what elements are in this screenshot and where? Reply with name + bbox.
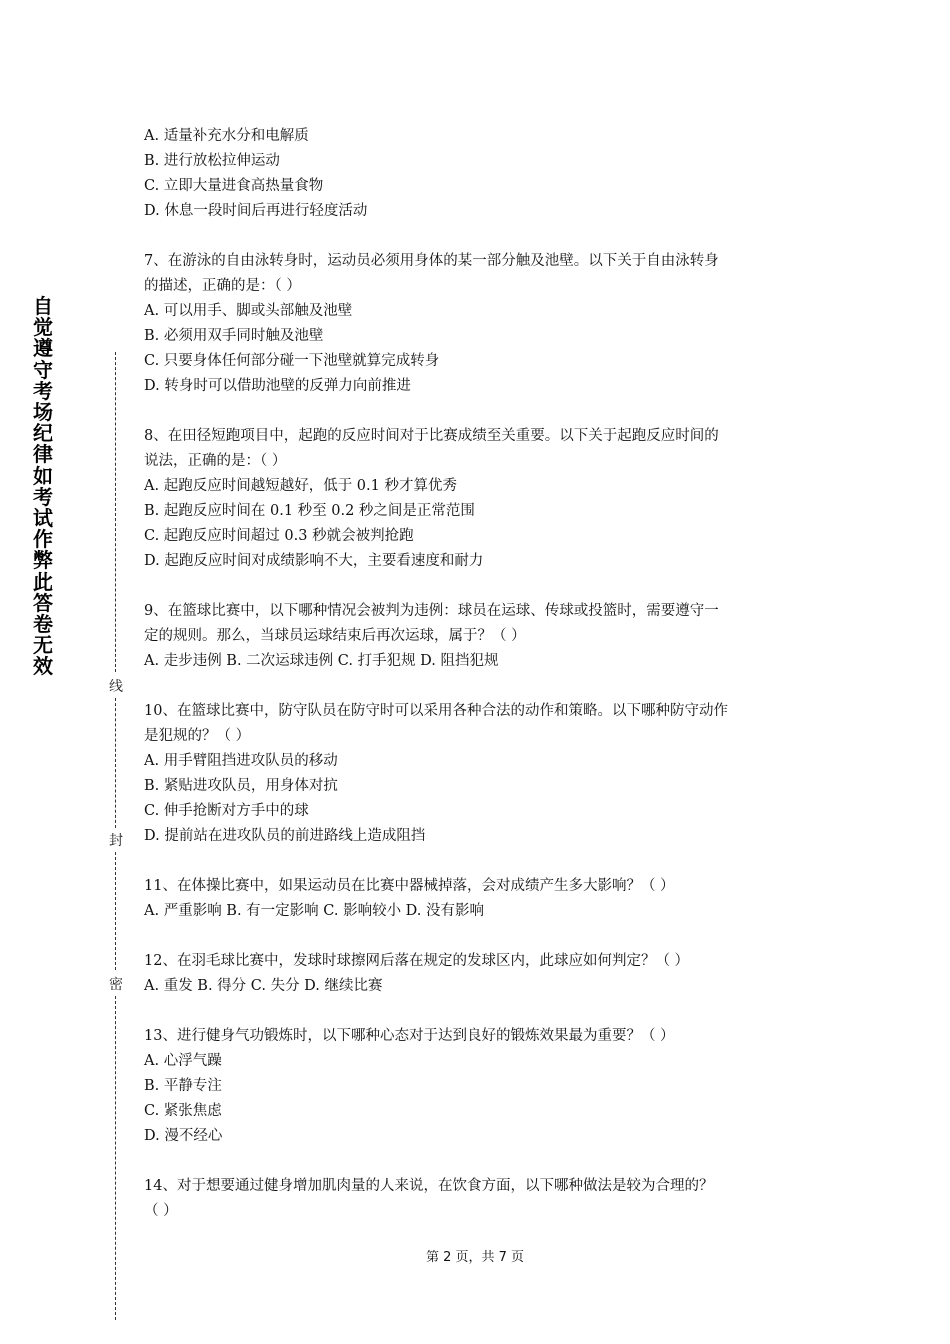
options-inline: A. 重发 B. 得分 C. 失分 D. 继续比赛 xyxy=(144,978,383,994)
option-d: D. 漫不经心 xyxy=(144,1128,223,1144)
option-a: A. 心浮气躁 xyxy=(144,1053,222,1069)
option-b: B. 起跑反应时间在 0.1 秒至 0.2 秒之间是正常范围 xyxy=(144,503,475,519)
page-number: 第 2 页，共 7 页 xyxy=(425,1250,525,1265)
question-11 xyxy=(144,874,814,924)
option-d: D. 转身时可以借助池壁的反弹力向前推进 xyxy=(144,378,411,394)
question-7 xyxy=(144,249,814,399)
option-c: C. 紧张焦虑 xyxy=(144,1103,222,1119)
binding-label-mi: 密 xyxy=(106,974,126,994)
option-d: D. 休息一段时间后再进行轻度活动 xyxy=(144,203,368,219)
question-stem: 10、在篮球比赛中，防守队员在防守时可以采用各种合法的动作和策略。以下哪种防守动作 xyxy=(144,703,728,719)
binding-dash-segment xyxy=(115,996,116,1320)
question-stem: 11、在体操比赛中，如果运动员在比赛中器械掉落，会对成绩产生多大影响？（ ） xyxy=(144,878,675,894)
option-a: A. 起跑反应时间越短越好，低于 0.1 秒才算优秀 xyxy=(144,478,457,494)
question-10 xyxy=(144,699,814,849)
question-stem: 的描述，正确的是：（ ） xyxy=(144,278,301,294)
question-stem: 14、对于想要通过健身增加肌肉量的人来说，在饮食方面，以下哪种做法是较为合理的？ xyxy=(144,1178,714,1194)
question-stem: （ ） xyxy=(144,1203,178,1219)
question-6-options xyxy=(144,124,814,224)
option-b: B. 紧贴进攻队员，用身体对抗 xyxy=(144,778,338,794)
option-c: C. 立即大量进食高热量食物 xyxy=(144,178,324,194)
question-stem: 13、进行健身气功锻炼时，以下哪种心态对于达到良好的锻炼效果最为重要？（ ） xyxy=(144,1028,675,1044)
option-b: B. 平静专注 xyxy=(144,1078,222,1094)
options-inline: A. 严重影响 B. 有一定影响 C. 影响较小 D. 没有影响 xyxy=(144,903,485,919)
question-12 xyxy=(144,949,814,999)
option-b: B. 必须用双手同时触及池壁 xyxy=(144,328,324,344)
question-stem: 定的规则。那么，当球员运球结束后再次运球，属于？（ ） xyxy=(144,628,526,644)
question-8 xyxy=(144,424,814,574)
exam-discipline-notice: 自觉遵守考场纪律如考试作弊此答卷无效 xyxy=(33,294,53,679)
option-c: C. 只要身体任何部分碰一下池壁就算完成转身 xyxy=(144,353,440,369)
binding-dash-segment xyxy=(115,352,116,672)
option-c: C. 起跑反应时间超过 0.3 秒就会被判抢跑 xyxy=(144,528,414,544)
binding-label-xian: 线 xyxy=(106,676,126,696)
binding-dash-segment xyxy=(115,852,116,970)
question-stem: 12、在羽毛球比赛中，发球时球擦网后落在规定的发球区内，此球应如何判定？（ ） xyxy=(144,953,690,969)
option-a: A. 适量补充水分和电解质 xyxy=(144,128,309,144)
option-d: D. 起跑反应时间对成绩影响不大，主要看速度和耐力 xyxy=(144,553,484,569)
option-a: A. 可以用手、脚或头部触及池壁 xyxy=(144,303,353,319)
binding-line xyxy=(104,352,128,1320)
question-9 xyxy=(144,599,814,674)
option-b: B. 进行放松拉伸运动 xyxy=(144,153,280,169)
question-stem: 7、在游泳的自由泳转身时，运动员必须用身体的某一部分触及池壁。以下关于自由泳转身 xyxy=(144,253,719,269)
option-a: A. 用手臂阻挡进攻队员的移动 xyxy=(144,753,338,769)
question-stem: 9、在篮球比赛中，以下哪种情况会被判为违例：球员在运球、传球或投篮时，需要遵守一 xyxy=(144,603,719,619)
options-inline: A. 走步违例 B. 二次运球违例 C. 打手犯规 D. 阻挡犯规 xyxy=(144,653,499,669)
question-stem: 是犯规的？（ ） xyxy=(144,728,251,744)
question-stem: 8、在田径短跑项目中，起跑的反应时间对于比赛成绩至关重要。以下关于起跑反应时间的 xyxy=(144,428,719,444)
binding-dash-segment xyxy=(115,698,116,828)
option-c: C. 伸手抢断对方手中的球 xyxy=(144,803,309,819)
question-14 xyxy=(144,1174,814,1224)
option-d: D. 提前站在进攻队员的前进路线上造成阻挡 xyxy=(144,828,426,844)
question-13 xyxy=(144,1024,814,1149)
question-content xyxy=(144,124,814,1224)
question-stem: 说法，正确的是：（ ） xyxy=(144,453,287,469)
binding-label-feng: 封 xyxy=(106,830,126,850)
